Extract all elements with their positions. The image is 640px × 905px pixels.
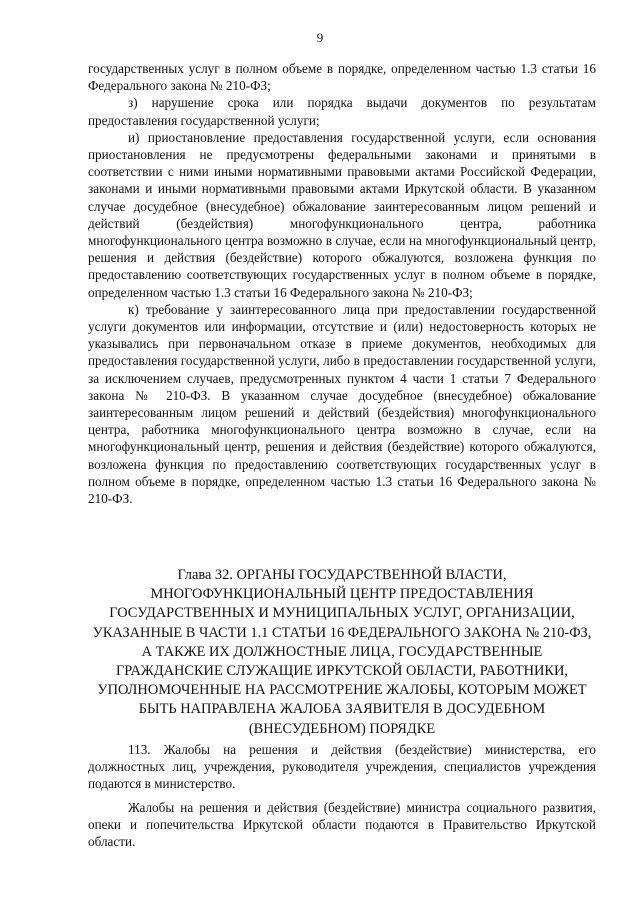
tail-text (88, 741, 596, 856)
page-number: 9 (316, 30, 324, 45)
paragraph-item-i: и) приостановление предоставления государственной услуги, если основания приостановления не предусмотрены федеральными законами и принятыми в соответствии с ними иными нормативными правовыми актами Российской Федерации, законами и иными нормативными правовыми актами Иркутской области. В указанном случае досудебное (внесудебное) обжалование заинтересованным лицом решений и действий (бездействия) многофункционального центра, работника многофункционального центра возможно в случае, если на многофункциональный центр, решения и действия (бездействие) которого обжалуются, возложена функция по предоставлению соответствующих государственных услуг в полном объеме в порядке, определенном частью 1.3 статьи 16 Федерального закона № 210-ФЗ; (88, 129, 596, 300)
paragraph-continuation: государственных услуг в полном объеме в порядке, определенном частью 1.3 статьи 16 Федерального закона № 210-ФЗ; (88, 61, 596, 94)
body-text (88, 60, 596, 507)
paragraph-item-k: к) требование у заинтересованного лица при предоставлении государственной услуги документов или информации, отсутствие и (или) недостоверность которых не указывались при первоначальном отказе в приеме документов, необходимых для предоставления государственной услуги, либо в предоставлении государственной услуги, за исключением случаев, предусмотренных пунктом 4 части 1 статьи 7 Федерального закона № 210-ФЗ. В указанном случае досудебное (внесудебное) обжалование заинтересованным лицом решений и действий (бездействия) многофункционального центра, работника многофункционального центра возможно в случае, если на многофункциональный центр, решения и действия (бездействие) которого обжалуются, возложена функция по предоставлению соответствующих государственных услуг в полном объеме в порядке, определенном частью 1.3 статьи 16 Федерального закона № 210-ФЗ. (88, 301, 596, 507)
chapter-heading-body: МНОГОФУНКЦИОНАЛЬНЫЙ ЦЕНТР ПРЕДОСТАВЛЕНИЯ ГОСУДАРСТВЕННЫХ И МУНИЦИПАЛЬНЫХ УСЛУГ, ОРГАНИЗАЦИИ, УКАЗАННЫЕ В ЧАСТИ 1.1 СТАТЬИ 16 ФЕДЕРАЛЬНОГО ЗАКОНА № 210-ФЗ, А ТАКЖЕ ИХ ДОЛЖНОСТНЫЕ ЛИЦА, ГОСУДАРСТВЕННЫЕ ГРАЖДАНСКИЕ СЛУЖАЩИЕ ИРКУТСКОЙ ОБЛАСТИ, РАБОТНИКИ, УПОЛНОМОЧЕННЫЕ НА РАССМОТРЕНИЕ ЖАЛОБЫ, КОТОРЫМ МОЖЕТ БЫТЬ НАПРАВЛЕНА ЖАЛОБА ЗАЯВИТЕЛЯ В ДОСУДЕБНОМ (ВНЕСУДЕБНОМ) ПОРЯДКЕ (92, 586, 592, 737)
chapter-heading-title: Глава 32. ОРГАНЫ ГОСУДАРСТВЕННОЙ ВЛАСТИ, (177, 567, 507, 583)
paragraph-113: 113. Жалобы на решения и действия (бездействие) министерства, его должностных лиц, учреждения, руководителя учреждения, специалистов учреждения подаются в министерство. (88, 742, 596, 792)
paragraph-minister-complaints: Жалобы на решения и действия (бездействие) министра социального развития, опеки и попечительства Иркутской области подаются в Правительство Иркутской области. (88, 799, 596, 850)
paragraph-item-z: з) нарушение срока или порядка выдачи документов по результатам предоставления государственной услуги; (88, 95, 596, 128)
chapter-heading (88, 566, 596, 739)
